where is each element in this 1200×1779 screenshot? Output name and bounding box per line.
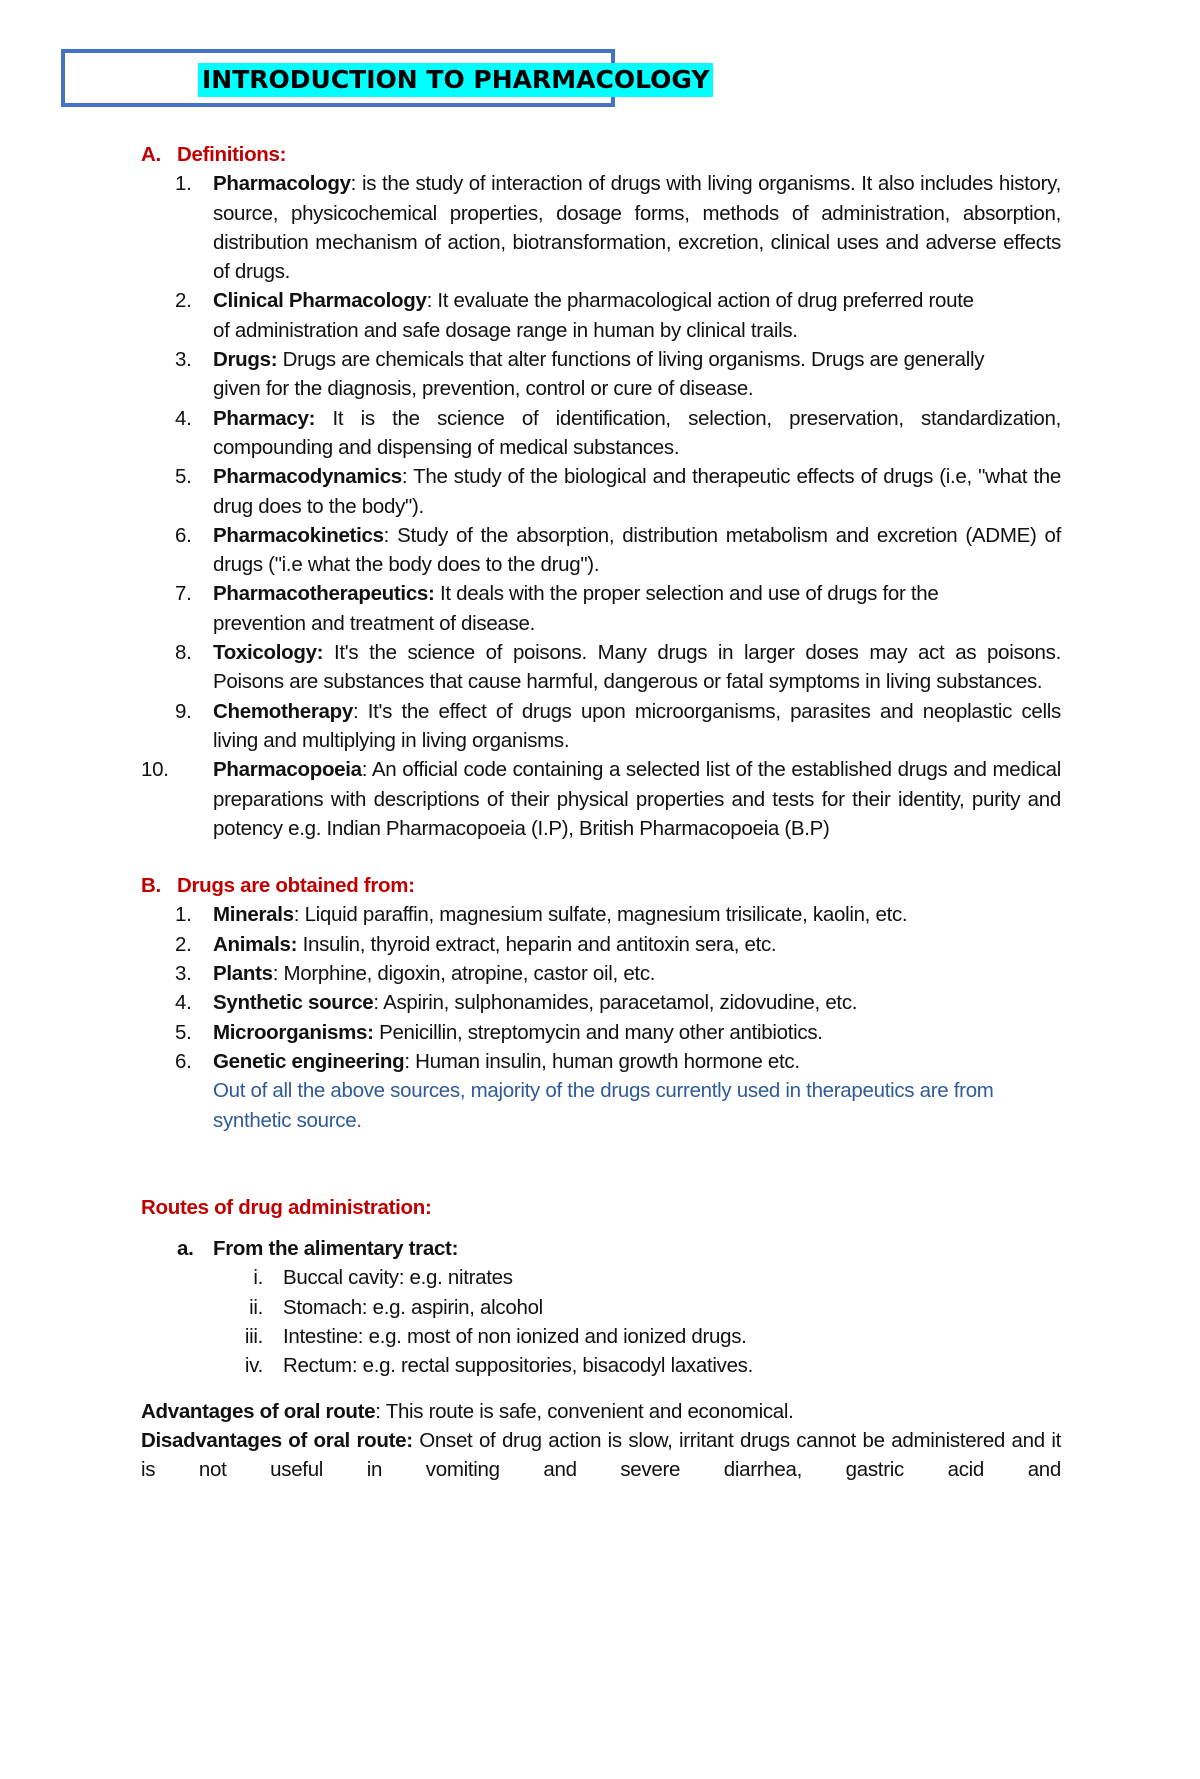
source-item: 3. Plants: Morphine, digoxin, atropine, castor oil, etc. xyxy=(175,962,656,986)
section-a-title: Definitions: xyxy=(177,143,287,166)
source-item: 2. Animals: Insulin, thyroid extract, heparin and antitoxin sera, etc. xyxy=(175,932,777,956)
sources-note: Out of all the above sources, majority of the drugs currently used in therapeutics are from synthetic source. xyxy=(213,1079,994,1132)
section-b-marker: B. xyxy=(141,874,161,898)
source-item: 6. Genetic engineering: Human insulin, human growth hormone etc. xyxy=(175,1049,800,1073)
definition-item: 1. Pharmacology: is the study of interaction of drugs with living organisms. It also includes history, source, physicochemical properties, dosage forms, methods of administration, absorption, distribution mechanism of action, biotransformation, excretion, clinical uses and adverse effects of drugs. xyxy=(175,172,1062,284)
definition-item: 7. Pharmacotherapeutics: It deals with the proper selection and use of drugs for the prevention and treatment of disease. xyxy=(175,582,939,635)
section-b-title: Drugs are obtained from: xyxy=(177,874,415,898)
definition-item: 4. Pharmacy: It is the science of identification, selection, preservation, standardization, compounding and dispensing of medical substances. xyxy=(175,406,1061,459)
definition-item: 6. Pharmacokinetics: Study of the absorption, distribution metabolism and excretion (ADME) of drugs ("i.e what the body does to the drug"). xyxy=(175,523,1061,577)
route-item: iv. Rectum: e.g. rectal suppositories, bisacodyl laxatives. xyxy=(244,1354,754,1378)
source-item: 1. Minerals: Liquid paraffin, magnesium sulfate, magnesium trisilicate, kaolin, etc. xyxy=(175,903,908,927)
drug-sources-list xyxy=(141,900,1061,1076)
definition-item: 3. Drugs: Drugs are chemicals that alter functions of living organisms. Drugs are generally given for the diagnosis, prevention, control or cure of disease. xyxy=(175,348,985,401)
definition-item: 10. Pharmacopoeia: An official code containing a selected list of the established drugs and medical preparations with descriptions of their physical properties and tests for their identity, purity and potency e.g. Indian Pharmacopoeia (I.P), British Pharmacopoeia (B.P) xyxy=(141,758,1061,840)
route-item: i. Buccal cavity: e.g. nitrates xyxy=(253,1266,513,1290)
document-title: INTRODUCTION TO PHARMACOLOGY xyxy=(198,63,713,97)
section-a-marker: A. xyxy=(141,143,161,166)
definition-item: 2. Clinical Pharmacology: It evaluate the pharmacological action of drug preferred route of administration and safe dosage range in human by clinical trails. xyxy=(175,289,974,342)
source-item: 4. Synthetic source: Aspirin, sulphonamides, paracetamol, zidovudine, etc. xyxy=(175,991,858,1015)
definitions-list xyxy=(141,169,1061,843)
alimentary-heading: a. From the alimentary tract: xyxy=(177,1237,459,1261)
document-body xyxy=(141,140,1061,1484)
source-item: 5. Microorganisms: Penicillin, streptomycin and many other antibiotics. xyxy=(175,1020,823,1044)
section-a-heading xyxy=(141,140,1061,169)
definition-item: 8. Toxicology: It's the science of poisons. Many drugs in larger doses may act as poisons. Poisons are substances that cause harmful, dangerous or fatal symptoms in living substances. xyxy=(175,641,1061,694)
route-item: iii. Intestine: e.g. most of non ionized and ionized drugs. xyxy=(244,1324,747,1348)
routes-heading: Routes of drug administration: xyxy=(141,1195,432,1219)
definition-item: 5. Pharmacodynamics: The study of the biological and therapeutic effects of drugs (i.e, "what the drug does to the body"). xyxy=(175,465,1062,518)
advantages-paragraph: Advantages of oral route: This route is safe, convenient and economical. xyxy=(141,1399,794,1423)
disadvantages-paragraph: Disadvantages of oral route: Onset of drug action is slow, irritant drugs cannot be administered and it is not useful in vomiting and severe diarrhea, gastric acid and xyxy=(141,1428,1061,1482)
section-b-heading xyxy=(141,871,1061,900)
alimentary-list xyxy=(141,1263,1061,1380)
route-item: ii. Stomach: e.g. aspirin, alcohol xyxy=(249,1295,543,1319)
title-box xyxy=(61,49,710,107)
definition-item: 9. Chemotherapy: It's the effect of drugs upon microorganisms, parasites and neoplastic cells living and multiplying in living organisms. xyxy=(175,699,1061,752)
